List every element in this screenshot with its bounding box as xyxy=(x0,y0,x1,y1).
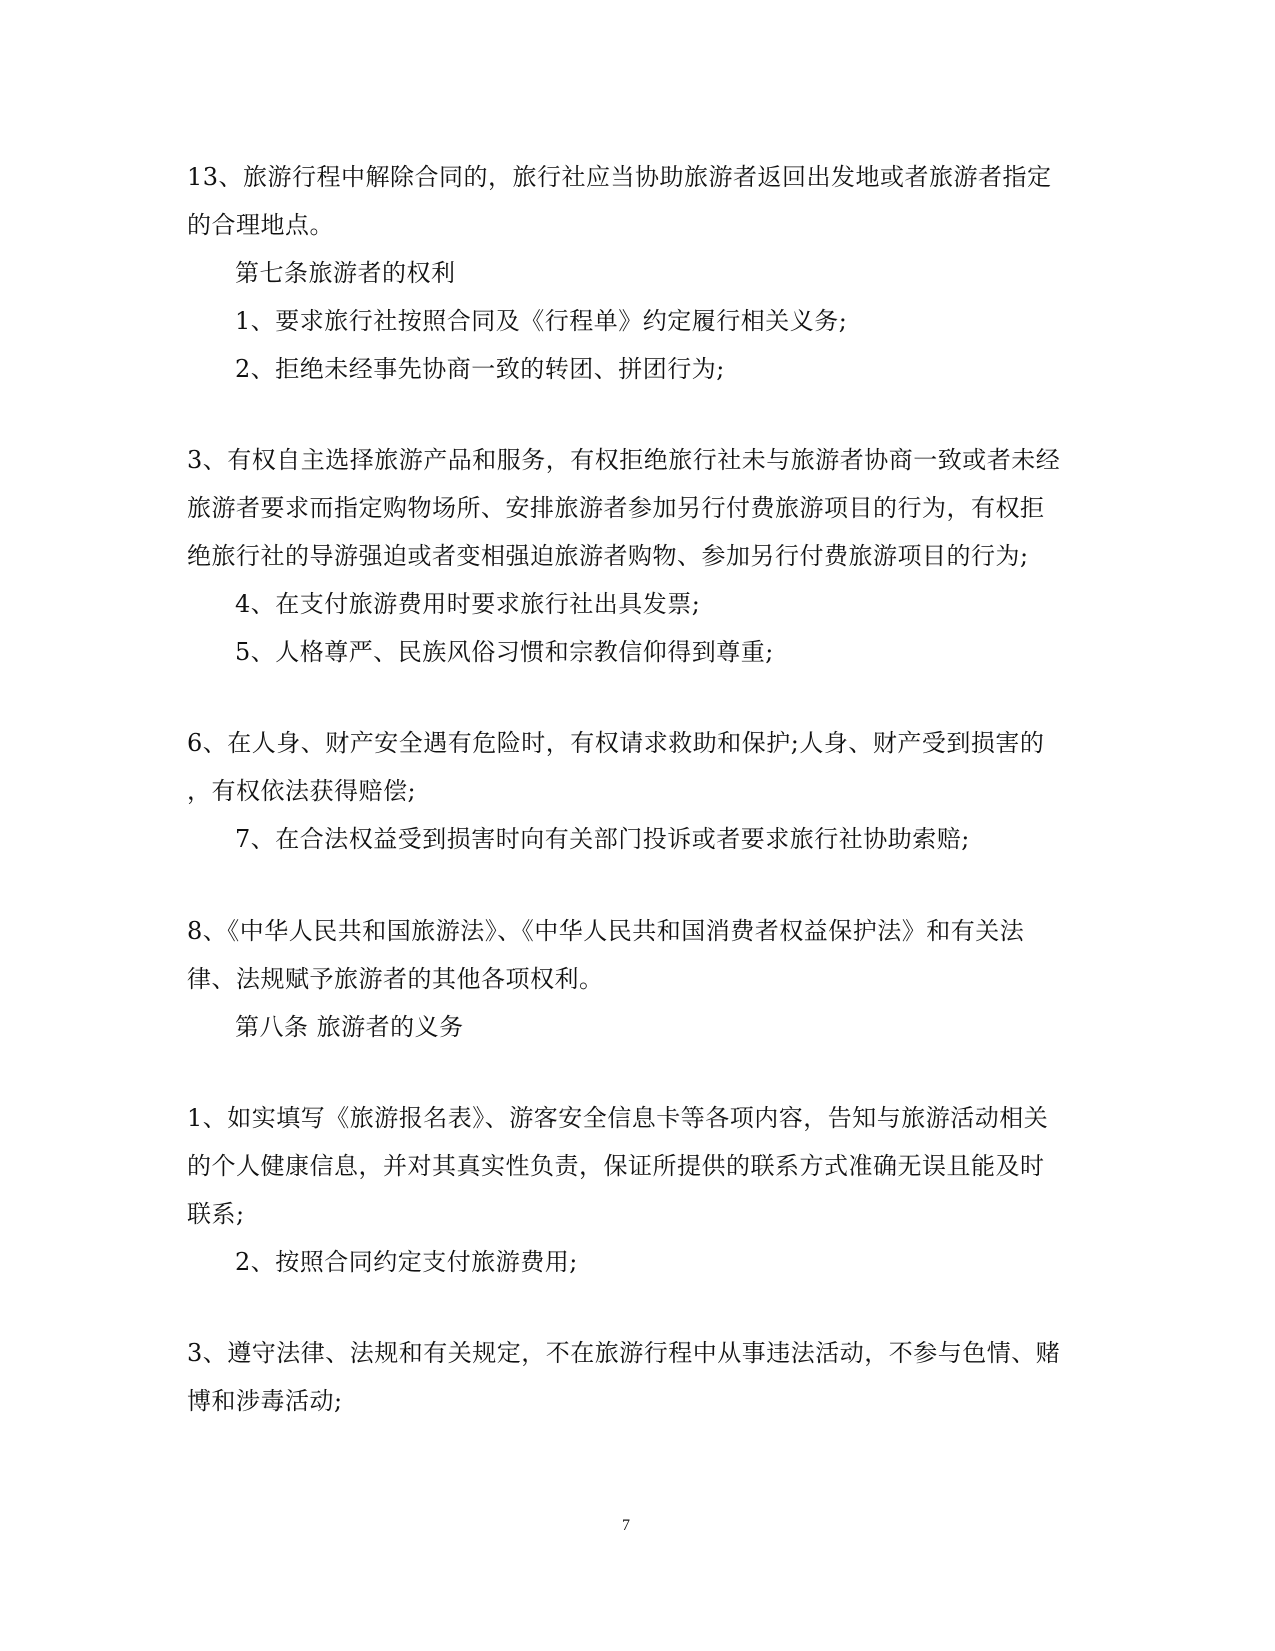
text-line: 律、法规赋予旅游者的其他各项权利。 xyxy=(187,965,604,993)
text-line: 3、遵守法律、法规和有关规定，不在旅游行程中从事违法活动，不参与色情、赌 xyxy=(187,1339,1061,1367)
text-line: 博和涉毒活动; xyxy=(187,1387,343,1415)
text-line: 联系; xyxy=(187,1200,245,1228)
text-line: 4、在支付旅游费用时要求旅行社出具发票; xyxy=(235,590,701,618)
text-line: 的合理地点。 xyxy=(187,211,334,239)
text-line: 的个人健康信息，并对其真实性负责，保证所提供的联系方式准确无误且能及时 xyxy=(187,1152,1045,1180)
text-line: 7、在合法权益受到损害时向有关部门投诉或者要求旅行社协助索赔; xyxy=(235,825,970,853)
section-heading: 第七条旅游者的权利 xyxy=(235,259,456,287)
page-number: 7 xyxy=(622,1517,630,1534)
text-line: 3、有权自主选择旅游产品和服务，有权拒绝旅行社未与旅游者协商一致或者未经 xyxy=(187,446,1061,474)
text-line: 1、如实填写《旅游报名表》、游客安全信息卡等各项内容，告知与旅游活动相关 xyxy=(187,1104,1049,1132)
text-line: 8、《中华人民共和国旅游法》、《中华人民共和国消费者权益保护法》和有关法 xyxy=(187,917,1025,945)
text-line: 5、人格尊严、民族风俗习惯和宗教信仰得到尊重; xyxy=(235,638,774,666)
text-line: 6、在人身、财产安全遇有危险时，有权请求救助和保护;人身、财产受到损害的 xyxy=(187,729,1045,757)
text-line: 13、旅游行程中解除合同的，旅行社应当协助旅游者返回出发地或者旅游者指定 xyxy=(187,163,1052,191)
text-line: 1、要求旅行社按照合同及《行程单》约定履行相关义务; xyxy=(235,307,848,335)
text-line: 绝旅行社的导游强迫或者变相强迫旅游者购物、参加另行付费旅游项目的行为; xyxy=(187,542,1029,570)
text-line: 2、按照合同约定支付旅游费用; xyxy=(235,1248,578,1276)
text-line: 2、拒绝未经事先协商一致的转团、拼团行为; xyxy=(235,355,725,383)
text-line: ，有权依法获得赔偿; xyxy=(187,777,417,805)
section-heading: 第八条 旅游者的义务 xyxy=(235,1013,464,1041)
text-line: 旅游者要求而指定购物场所、安排旅游者参加另行付费旅游项目的行为，有权拒 xyxy=(187,494,1045,522)
